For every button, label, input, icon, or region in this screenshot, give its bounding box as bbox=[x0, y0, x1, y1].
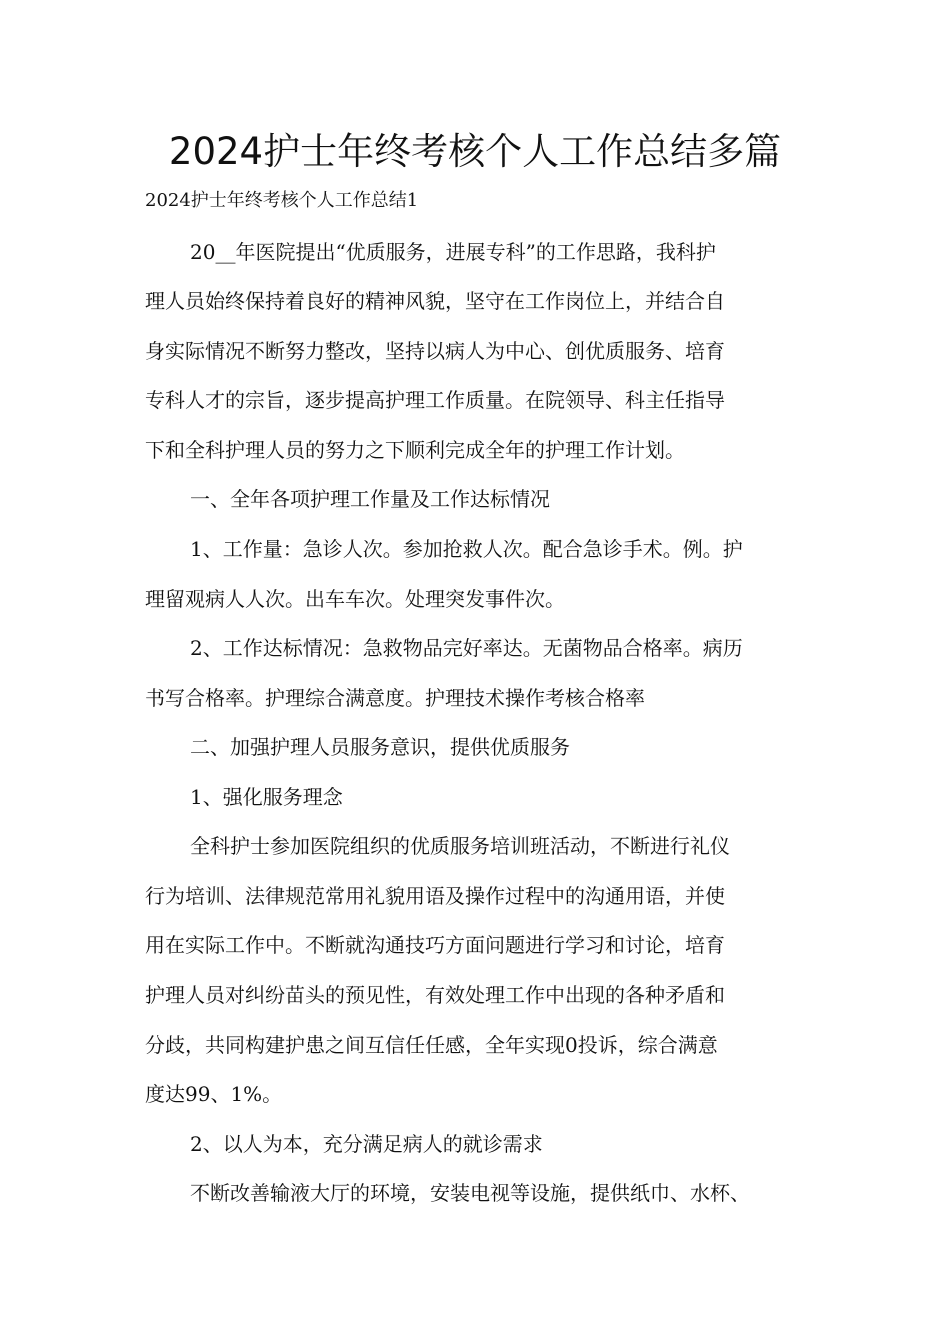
section-heading: 一、全年各项护理工作量及工作达标情况 bbox=[190, 487, 550, 511]
section-heading: 二、加强护理人员服务意识，提供优质服务 bbox=[190, 735, 570, 759]
paragraph-line: 下和全科护理人员的努力之下顺利完成全年的护理工作计划。 bbox=[145, 438, 685, 462]
paragraph-line: 行为培训、法律规范常用礼貌用语及操作过程中的沟通用语，并使 bbox=[145, 884, 725, 908]
paragraph-line: 护理人员对纠纷苗头的预见性，有效处理工作中出现的各种矛盾和 bbox=[145, 983, 725, 1007]
section-subtitle: 2024护士年终考核个人工作总结1 bbox=[145, 190, 419, 211]
paragraph-line: 1、工作量：急诊人次。参加抢救人次。配合急诊手术。例。护 bbox=[190, 537, 743, 561]
paragraph-line: 理留观病人人次。出车车次。处理突发事件次。 bbox=[145, 587, 565, 611]
paragraph-line: 身实际情况不断努力整改，坚持以病人为中心、创优质服务、培育 bbox=[145, 339, 725, 363]
paragraph-line: 度达99、1%。 bbox=[145, 1082, 283, 1106]
subsection-heading: 2、以人为本，充分满足病人的就诊需求 bbox=[190, 1132, 543, 1156]
paragraph-line: 分歧，共同构建护患之间互信任任感，全年实现0投诉，综合满意 bbox=[145, 1033, 718, 1057]
paragraph-line: 理人员始终保持着良好的精神风貌，坚守在工作岗位上，并结合自 bbox=[145, 289, 725, 313]
document-title: 2024护士年终考核个人工作总结多篇 bbox=[168, 130, 782, 173]
paragraph-line: 专科人才的宗旨，逐步提高护理工作质量。在院领导、科主任指导 bbox=[145, 388, 725, 412]
paragraph-line: 书写合格率。护理综合满意度。护理技术操作考核合格率 bbox=[145, 686, 645, 710]
paragraph-line: 不断改善输液大厅的环境，安装电视等设施，提供纸巾、水杯、 bbox=[190, 1181, 750, 1205]
subsection-heading: 1、强化服务理念 bbox=[190, 785, 343, 809]
paragraph-line: 2、工作达标情况：急救物品完好率达。无菌物品合格率。病历 bbox=[190, 636, 743, 660]
paragraph-line: 20__年医院提出“优质服务，进展专科”的工作思路，我科护 bbox=[190, 240, 716, 264]
paragraph-line: 全科护士参加医院组织的优质服务培训班活动，不断进行礼仪 bbox=[190, 834, 730, 858]
paragraph-line: 用在实际工作中。不断就沟通技巧方面问题进行学习和讨论，培育 bbox=[145, 933, 725, 957]
